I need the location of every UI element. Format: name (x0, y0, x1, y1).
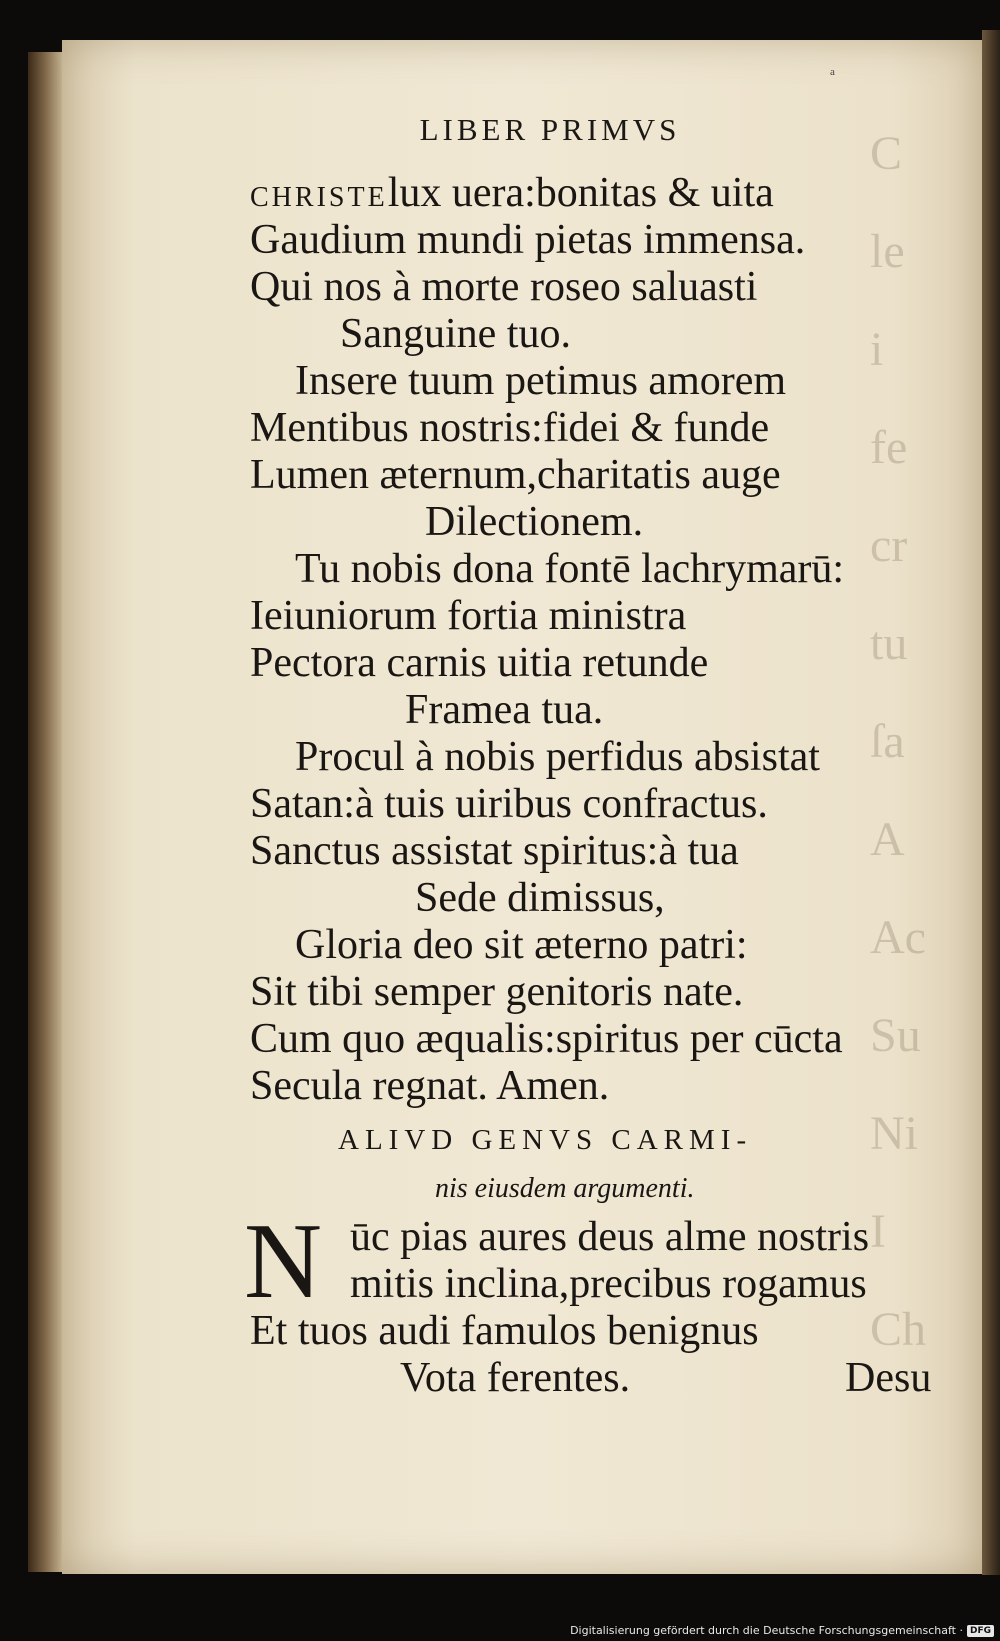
verse-line: Vota ferentes. (400, 1355, 631, 1401)
verse-line-final (250, 1355, 930, 1402)
page-edge-shadow (982, 30, 1000, 1575)
dfg-logo: DFG (967, 1625, 994, 1637)
digitization-credit (570, 1624, 994, 1637)
section-subheading: nis eiusdem argumenti. (435, 1173, 695, 1204)
verse-line: Mentibus nostris:fidei & funde (250, 405, 770, 451)
credit-text: Digitalisierung gefördert durch die Deutsche Forschungsgemeinschaft · (570, 1624, 963, 1637)
verse-line: Framea tua. (405, 687, 604, 733)
verse-line: Satan:à tuis uiribus confractus. (250, 781, 768, 827)
drop-capital: N (244, 1202, 322, 1321)
verse-line: ūc pias aures deus alme nostris (350, 1214, 870, 1260)
verse-line: mitis inclina,precibus rogamus (350, 1261, 867, 1307)
verse-line: Procul à nobis perfidus absistat (295, 734, 820, 780)
verse-line: Sanguine tuo. (340, 311, 571, 357)
verse-line: Dilectionem. (425, 499, 644, 545)
verse-line: CHRISTElux uera:bonitas & uita (250, 170, 774, 216)
verse-line: Tu nobis dona fontē lachrymarū: (295, 546, 845, 592)
verse-line: Sede dimissus, (415, 875, 665, 921)
verse-line: Pectora carnis uitia retunde (250, 640, 709, 686)
verse-line: Sanctus assistat spiritus:à tua (250, 828, 739, 874)
show-through-text: C le i fe cr tu ſa A Ac Su Ni I Ch (870, 127, 927, 1355)
verse-line: Sit tibi semper genitoris nate. (250, 969, 744, 1015)
catchword: Desu (845, 1355, 932, 1401)
page-text (244, 170, 932, 1402)
small-caps-word: CHRISTE (250, 182, 388, 213)
verse-line: Et tuos audi famulos benignus (250, 1308, 759, 1354)
verse-line: Gloria deo sit æterno patri: (295, 922, 748, 968)
dropcap-paragraph (244, 1202, 930, 1321)
verse-line: Ieiuniorum fortia ministra (250, 593, 687, 639)
verse-line: Cum quo æqualis:spiritus per cūcta (250, 1016, 843, 1062)
verse-line: Secula regnat. Amen. (250, 1063, 610, 1109)
section-heading: ALIVD GENVS CARMI- (338, 1124, 753, 1156)
signature-mark: a (830, 66, 835, 78)
verse-line: Qui nos à morte roseo saluasti (250, 264, 758, 310)
running-head: LIBER PRIMVS (419, 112, 681, 147)
verse-line: Insere tuum petimus amorem (295, 358, 787, 404)
verse-line: Gaudium mundi pietas immensa. (250, 217, 806, 263)
verse-line: Lumen æternum,charitatis auge (250, 452, 781, 498)
